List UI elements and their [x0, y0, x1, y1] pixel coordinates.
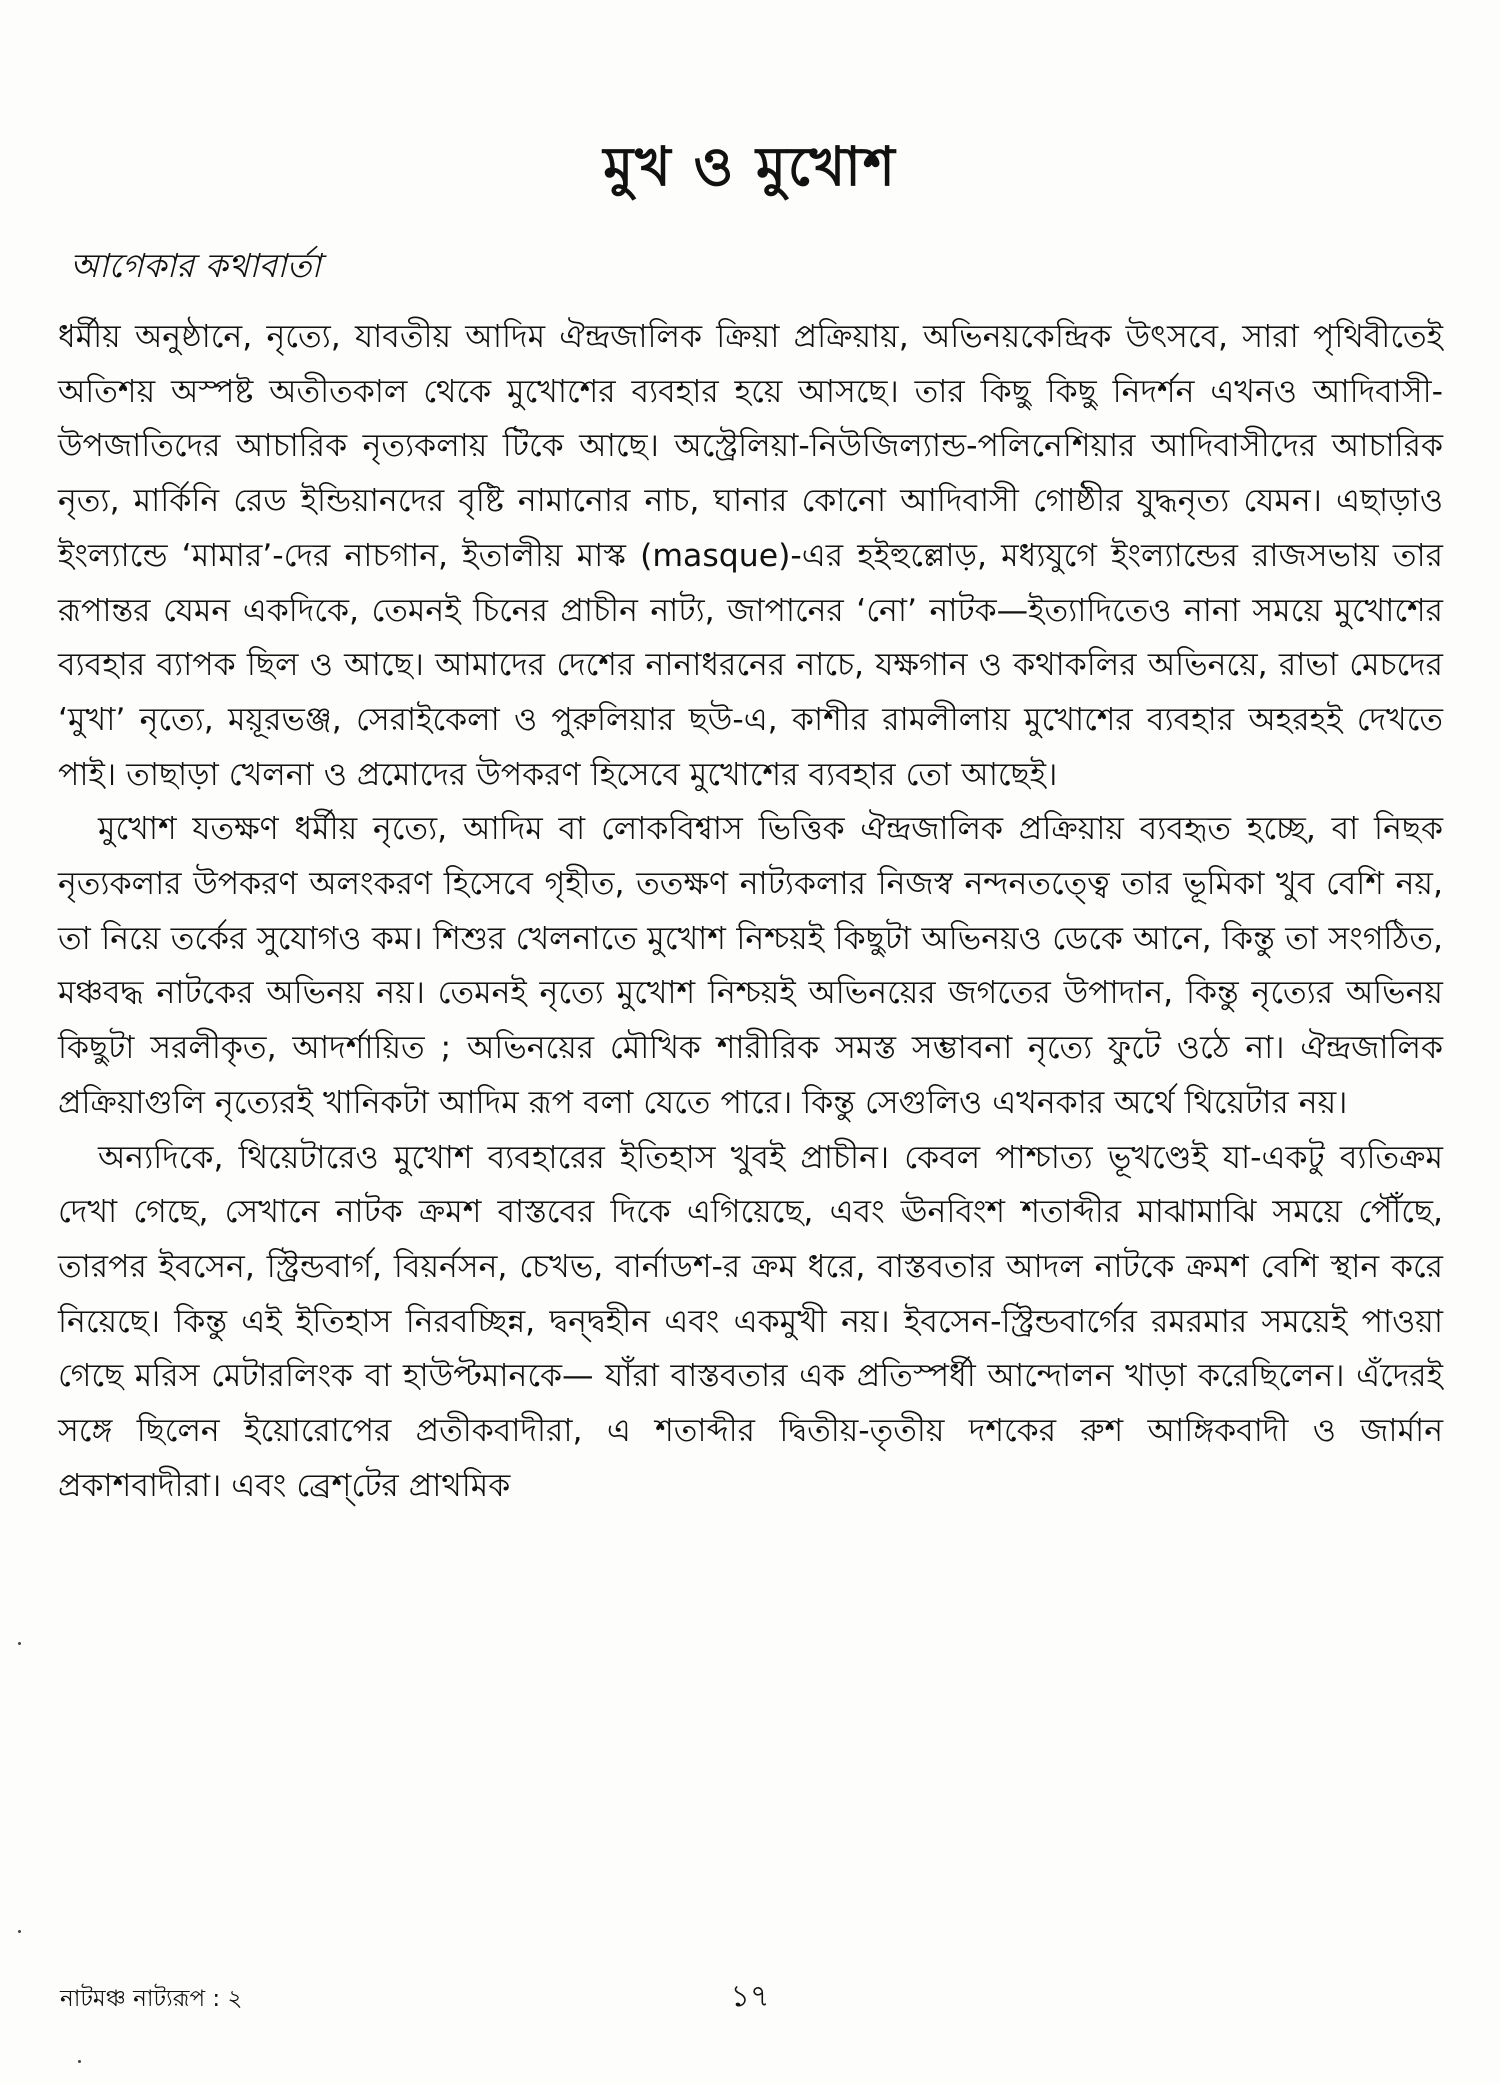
footer-book-title: নাটমঞ্চ নাট্যরূপ : ২: [60, 1986, 243, 2012]
scan-speck: [18, 1930, 21, 1933]
scan-speck: [18, 1642, 21, 1645]
page-title: মুখ ও মুখোশ: [603, 135, 897, 198]
paragraph: ধর্মীয় অনুষ্ঠানে, নৃত্যে, যাবতীয় আদিম ঐন্দ্রজালিক ক্রিয়া প্রক্রিয়ায়, অভিনয়কেন্দ্রিক উৎসবে, সারা পৃথিবীতেই অতিশয় অস্পষ্ট অতীতকাল থেকে মুখোশের ব্যবহার হয়ে আসছে। তার কিছু কিছু নিদর্শন এখনও আদিবাসী-উপজাতিদের আচারিক নৃত্যকলায় টিকে আছে। অস্ট্রেলিয়া-নিউজিল্যান্ড-পলিনেশিয়ার আদিবাসীদের আচারিক নৃত্য, মার্কিনি রেড ইন্ডিয়ানদের বৃষ্টি নামানোর নাচ, ঘানার কোনো আদিবাসী গোষ্ঠীর যুদ্ধনৃত্য যেমন। এছাড়াও ইংল্যান্ডে ‘মামার’-দের নাচগান, ইতালীয় মাস্ক (masque)-এর হইহুল্লোড়, মধ্যযুগে ইংল্যান্ডের রাজসভায় তার রূপান্তর যেমন একদিকে, তেমনই চিনের প্রাচীন নাট্য, জাপানের ‘নো’ নাটক—ইত্যাদিতেও নানা সময়ে মুখোশের ব্যবহার ব্যাপক ছিল ও আছে। আমাদের দেশের নানাধরনের নাচে, যক্ষগান ও কথাকলির অভিনয়ে, রাভা মেচদের ‘মুখা’ নৃত্যে, ময়ূরভঞ্জ, সেরাইকেলা ও পুরুলিয়ার ছউ-এ, কাশীর রামলীলায় মুখোশের ব্যবহার অহরহই দেখতে পাই। তাছাড়া খেলনা ও প্রমোদের উপকরণ হিসেবে মুখোশের ব্যবহার তো আছেই।: [58, 319, 1443, 793]
page-number: ১৭: [730, 1979, 770, 2014]
body-text: [58, 310, 1443, 1513]
scan-speck: [78, 2060, 81, 2063]
paragraph: অন্যদিকে, থিয়েটারেও মুখোশ ব্যবহারের ইতিহাস খুবই প্রাচীন। কেবল পাশ্চাত্য ভূখণ্ডেই যা-একটু ব্যতিক্রম দেখা গেছে, সেখানে নাটক ক্রমশ বাস্তবের দিকে এগিয়েছে, এবং ঊনবিংশ শতাব্দীর মাঝামাঝি সময়ে পৌঁছে, তারপর ইবসেন, স্ট্রিন্ডবার্গ, বিয়র্নসন, চেখভ, বার্নাডশ-র ক্রম ধরে, বাস্তবতার আদল নাটকে ক্রমশ বেশি স্থান করে নিয়েছে। কিন্তু এই ইতিহাস নিরবচ্ছিন্ন, দ্বন্দ্বহীন এবং একমুখী নয়। ইবসেন-স্ট্রিন্ডবার্গের রমরমার সময়েই পাওয়া গেছে মরিস মেটারলিংক বা হাউপ্টমানকে— যাঁরা বাস্তবতার এক প্রতিস্পর্ধী আন্দোলন খাড়া করেছিলেন। এঁদেরই সঙ্গে ছিলেন ইয়োরোপের প্রতীকবাদীরা, এ শতাব্দীর দ্বিতীয়-তৃতীয় দশকের রুশ আঙ্গিকবাদী ও জার্মান প্রকাশবাদীরা। এবং ব্রেশ্‌টের প্রাথমিক: [58, 1139, 1443, 1504]
paragraph: মুখোশ যতক্ষণ ধর্মীয় নৃত্যে, আদিম বা লোকবিশ্বাস ভিত্তিক ঐন্দ্রজালিক প্রক্রিয়ায় ব্যবহৃত হচ্ছে, বা নিছক নৃত্যকলার উপকরণ অলংকরণ হিসেবে গৃহীত, ততক্ষণ নাট্যকলার নিজস্ব নন্দনতত্ত্বে তার ভূমিকা খুব বেশি নয়, তা নিয়ে তর্কের সুযোগও কম। শিশুর খেলনাতে মুখোশ নিশ্চয়ই কিছুটা অভিনয়ও ডেকে আনে, কিন্তু তা সংগঠিত, মঞ্চবদ্ধ নাটকের অভিনয় নয়। তেমনই নৃত্যে মুখোশ নিশ্চয়ই অভিনয়ের জগতের উপাদান, কিন্তু নৃত্যের অভিনয় কিছুটা সরলীকৃত, আদর্শায়িত ; অভিনয়ের মৌখিক শারীরিক সমস্ত সম্ভাবনা নৃত্যে ফুটে ওঠে না। ঐন্দ্রজালিক প্রক্রিয়াগুলি নৃত্যেরই খানিকটা আদিম রূপ বলা যেতে পারে। কিন্তু সেগুলিও এখনকার অর্থে থিয়েটার নয়।: [58, 811, 1443, 1121]
section-heading: আগেকার কথাবার্তা: [70, 246, 321, 285]
